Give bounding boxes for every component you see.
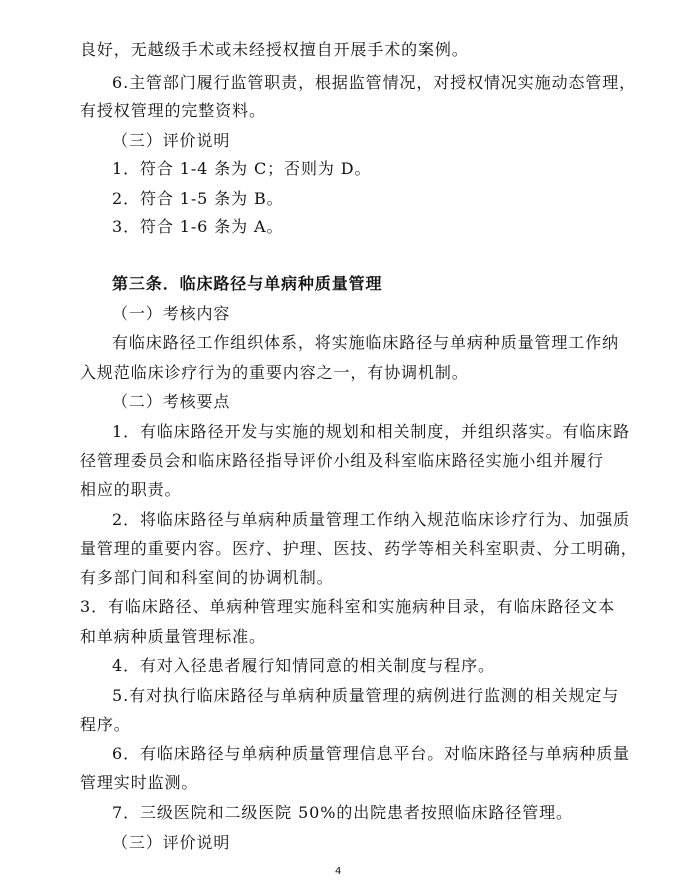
text-line: 6．有临床路径与单病种质量管理信息平台。对临床路径与单病种质量	[112, 744, 631, 763]
section-heading: （三）评价说明	[112, 833, 231, 852]
text-line: 入规范临床诊疗行为的重要内容之一，有协调机制。	[80, 363, 469, 382]
text-line: 5.有对执行临床路径与单病种质量管理的病例进行监测的相关规定与	[112, 686, 620, 705]
section-heading: （一）考核内容	[112, 304, 231, 323]
text-line: 3．有临床路径、单病种管理实施科室和实施病种目录，有临床路径文本	[80, 597, 615, 616]
text-line: 6.主管部门履行监管职责，根据监管情况，对授权情况实施动态管理，	[112, 73, 637, 92]
text-line: 2．将临床路径与单病种质量管理工作纳入规范临床诊疗行为、加强质	[112, 510, 631, 529]
page-number: 4	[335, 866, 342, 877]
text-line: 1．符合 1-4 条为 C；否则为 D。	[112, 159, 372, 178]
text-line: 良好，无越级手术或未经授权擅自开展手术的案例。	[80, 40, 469, 59]
section-heading: （三）评价说明	[112, 131, 231, 150]
text-line: 量管理的重要内容。医疗、护理、医技、药学等相关科室职责、分工明确，	[80, 539, 638, 558]
section-heading: （二）考核要点	[112, 392, 231, 411]
text-line: 4．有对入径患者履行知情同意的相关制度与程序。	[112, 656, 495, 675]
text-line: 和单病种质量管理标准。	[80, 627, 266, 646]
text-line: 管理实时监测。	[80, 773, 199, 792]
text-line: 3．符合 1-6 条为 A。	[112, 217, 284, 236]
text-line: 有授权管理的完整资料。	[80, 101, 266, 120]
text-line: 有临床路径工作组织体系，将实施临床路径与单病种质量管理工作纳	[112, 333, 620, 352]
text-line: 7．三级医院和二级医院 50%的出院患者按照临床路径管理。	[112, 803, 573, 822]
text-line: 1．有临床路径开发与实施的规划和相关制度，并组织落实。有临床路	[112, 422, 631, 441]
text-line: 径管理委员会和临床路径指导评价小组及科室临床路径实施小组并履行	[80, 451, 604, 470]
text-line: 相应的职责。	[80, 480, 182, 499]
text-line: 有多部门间和科室间的协调机制。	[80, 568, 334, 587]
article-title: 第三条．临床路径与单病种质量管理	[112, 274, 383, 293]
text-line: 2．符合 1-5 条为 B。	[112, 189, 284, 208]
text-line: 程序。	[80, 715, 131, 734]
